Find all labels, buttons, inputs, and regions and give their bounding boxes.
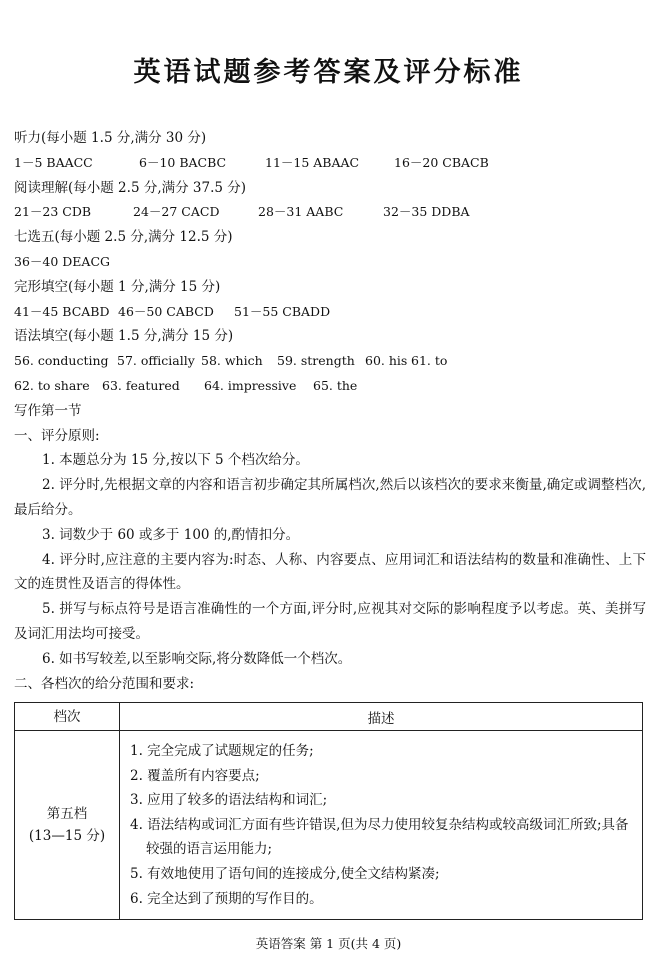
grammar-answers-line2 — [14, 374, 646, 399]
answer-group: 21－23 CDB — [14, 204, 92, 220]
grammar-answer: 57. officially — [117, 353, 195, 369]
answer-group: 51－55 CBADD — [234, 303, 331, 319]
table-header-row — [15, 703, 643, 731]
requirement-item: 5. 有效地使用了语句间的连接成分,使全文结构紧凑; — [130, 865, 440, 882]
answer-group: 36－40 DEACG — [14, 253, 111, 269]
cloze-heading: 完形填空(每小题 1 分,满分 15 分) — [14, 278, 221, 295]
seven-choice-heading: 七选五(每小题 2.5 分,满分 12.5 分) — [14, 229, 233, 246]
level-score: (13—15 分) — [28, 828, 106, 845]
writing-heading: 写作第一节 — [14, 402, 82, 419]
answer-group: 11－15 ABAAC — [265, 154, 360, 170]
grammar-answer: 65. the — [313, 377, 358, 393]
grammar-answer: 58. which — [201, 353, 263, 369]
requirement-item: 2. 覆盖所有内容要点; — [130, 767, 260, 784]
grammar-answer: 60. his — [365, 353, 408, 369]
grammar-answers-line1 — [14, 349, 646, 374]
requirement-item: 4. 语法结构或词汇方面有些许错误,但为尽力使用较复杂结构或较高级词汇所致;具备较强的语言运用能力; — [130, 816, 629, 858]
answer-group: 6－10 BACBC — [139, 154, 227, 170]
seven-choice-answers — [14, 250, 646, 275]
principles-heading: 一、评分原则: — [14, 427, 100, 444]
answer-group: 46－50 CABCD — [118, 303, 214, 319]
description-cell — [120, 731, 643, 920]
listening-heading: 听力(每小题 1.5 分,满分 30 分) — [14, 130, 207, 146]
cloze-answers — [14, 300, 646, 325]
principle-item: 3. 词数少于 60 或多于 100 的,酌情扣分。 — [42, 526, 300, 543]
answer-group: 24－27 CACD — [133, 204, 220, 220]
table-row — [15, 731, 643, 920]
answer-section — [14, 126, 646, 696]
column-header-level: 档次 — [15, 703, 120, 731]
ranges-heading: 二、各档次的给分范围和要求: — [14, 675, 195, 692]
principle-item: 5. 拼写与标点符号是语言准确性的一个方面,评分时,应视其对交际的影响程度予以考虑。英、美拼写及词汇用法均可接受。 — [14, 601, 646, 642]
principle-item: 4. 评分时,应注意的主要内容为:时态、人称、内容要点、应用词汇和语法结构的数量和准确性、上下文的连贯性及语言的得体性。 — [14, 551, 646, 593]
principle-item: 2. 评分时,先根据文章的内容和语言初步确定其所属档次,然后以该档次的要求来衡量,确定或调整档次,最后给分。 — [14, 477, 646, 518]
answer-group: 28－31 AABC — [258, 204, 344, 220]
grammar-heading: 语法填空(每小题 1.5 分,满分 15 分) — [14, 328, 234, 345]
principle-item: 6. 如书写较差,以至影响交际,将分数降低一个档次。 — [42, 650, 352, 667]
level-cell — [15, 731, 120, 920]
level-name: 第五档 — [46, 806, 88, 823]
column-header-description: 描述 — [120, 703, 643, 731]
grading-table — [14, 702, 643, 920]
page-footer: 英语答案 第 1 页(共 4 页) — [255, 936, 402, 951]
grammar-answer: 56. conducting — [14, 353, 109, 369]
listening-answers — [14, 151, 646, 176]
grammar-answer: 64. impressive — [204, 377, 297, 393]
requirement-item: 6. 完全达到了预期的写作目的。 — [130, 890, 323, 907]
grammar-answer: 63. featured — [102, 377, 180, 393]
grammar-answer: 61. to — [411, 353, 448, 369]
answer-group: 1－5 BAACC — [14, 154, 93, 170]
page-title: 英语试题参考答案及评分标准 — [133, 57, 524, 88]
reading-heading: 阅读理解(每小题 2.5 分,满分 37.5 分) — [14, 179, 247, 196]
principle-item: 1. 本题总分为 15 分,按以下 5 个档次给分。 — [42, 452, 309, 469]
answer-group: 16－20 CBACB — [394, 154, 489, 170]
grammar-answer: 59. strength — [277, 353, 355, 369]
answer-group: 41－45 BCABD — [14, 303, 110, 319]
requirement-item: 1. 完全完成了试题规定的任务; — [130, 743, 314, 759]
reading-answers — [14, 200, 646, 225]
grammar-answer: 62. to share — [14, 377, 90, 393]
requirement-item: 3. 应用了较多的语法结构和词汇; — [130, 792, 328, 809]
answer-group: 32－35 DDBA — [383, 204, 470, 220]
